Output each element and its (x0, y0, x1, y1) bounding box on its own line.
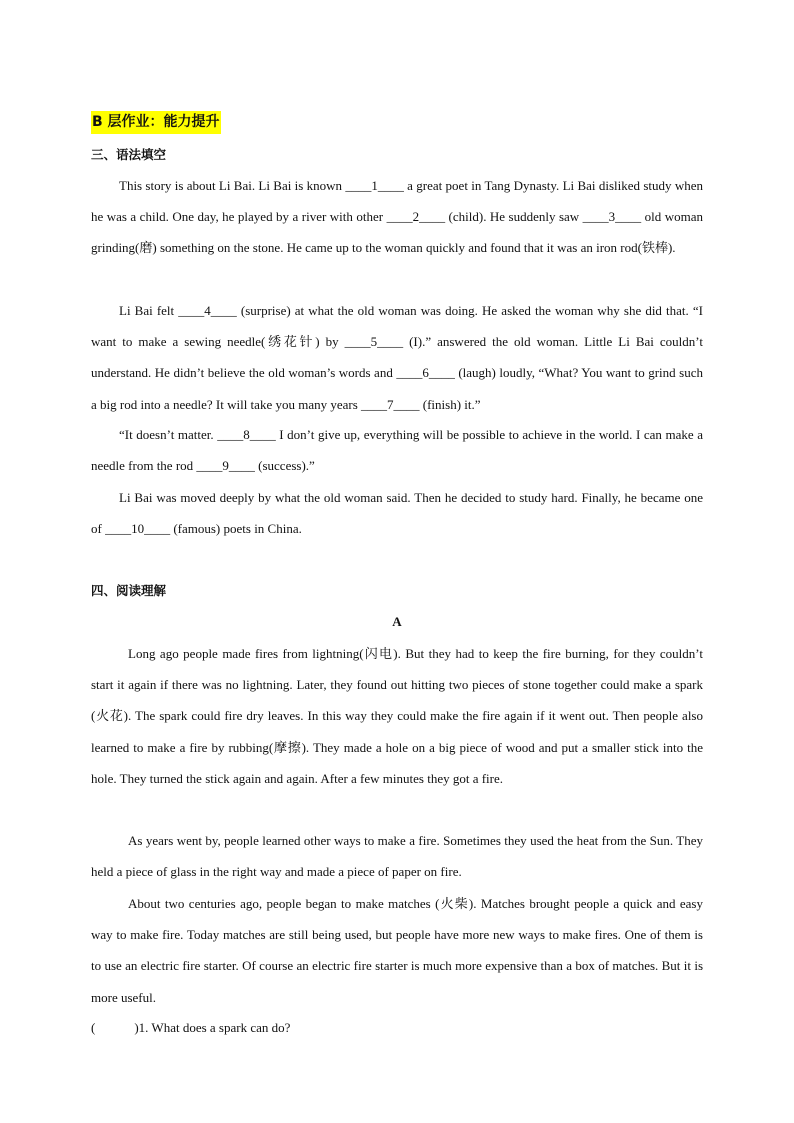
grammar-paragraph-2: Li Bai felt ____4____ (surprise) at what the old woman was doing. He asked the woman why she did that. “I want to make a sewing needle(绣花针) by ____5____ (I).” answered the old woman. Little Li Bai couldn’t understand. He didn’t believe the old woman’s words and ____6____ (laugh) loudly, “What? You want to grind such a big rod into a needle? It will take you many years ____7____ (finish) it.” (91, 303, 703, 412)
passage-label: A (392, 614, 402, 629)
grammar-paragraph-1: This story is about Li Bai. Li Bai is known ____1____ a great poet in Tang Dynasty. Li Bai disliked study when he was a child. One day, he played by a river with other ____2____ (child). He suddenly saw ____3____ old woman grinding(磨) something on the stone. He came up to the woman quickly and found that it was an iron rod(铁棒). (91, 178, 703, 256)
grammar-paragraph-3: “It doesn’t matter. ____8____ I don’t give up, everything will be possible to achieve in the world. I can make a needle from the rod ____9____ (success).” (91, 427, 703, 474)
reading-paragraph-2: As years went by, people learned other ways to make a fire. Sometimes they used the heat from the Sun. They held a piece of glass in the right way and made a piece of paper on fire. (91, 833, 703, 880)
grammar-fill-title: 三、语法填空 (91, 147, 167, 162)
reading-paragraph-1: Long ago people made fires from lightning(闪电). But they had to keep the fire burning, for they couldn’t start it again if there was no lightning. Later, they found out hitting two pieces of stone together could make a spark (火花). The spark could fire dry leaves. In this way they could make the fire again if it went out. Then people also learned to make a fire by rubbing(摩擦). They made a hole on a big piece of wood and put a smaller stick into the hole. They turned the stick again and again. After a few minutes they got a fire. (91, 646, 703, 786)
section-b-heading: B 层作业：能力提升 (91, 111, 221, 134)
question-1: ( )1. What does a spark can do? (91, 1020, 291, 1035)
reading-paragraph-3: About two centuries ago, people began to make matches (火柴). Matches brought people a quick and easy way to make fire. Today matches are still being used, but people have more new ways to make fires. One of them is to use an electric fire starter. Of course an electric fire starter is much more expensive than a box of matches. But it is more useful. (91, 896, 703, 1005)
reading-title: 四、阅读理解 (91, 583, 167, 598)
grammar-paragraph-4: Li Bai was moved deeply by what the old woman said. Then he decided to study hard. Finally, he became one of ____10____ (famous) poets in China. (91, 490, 703, 537)
